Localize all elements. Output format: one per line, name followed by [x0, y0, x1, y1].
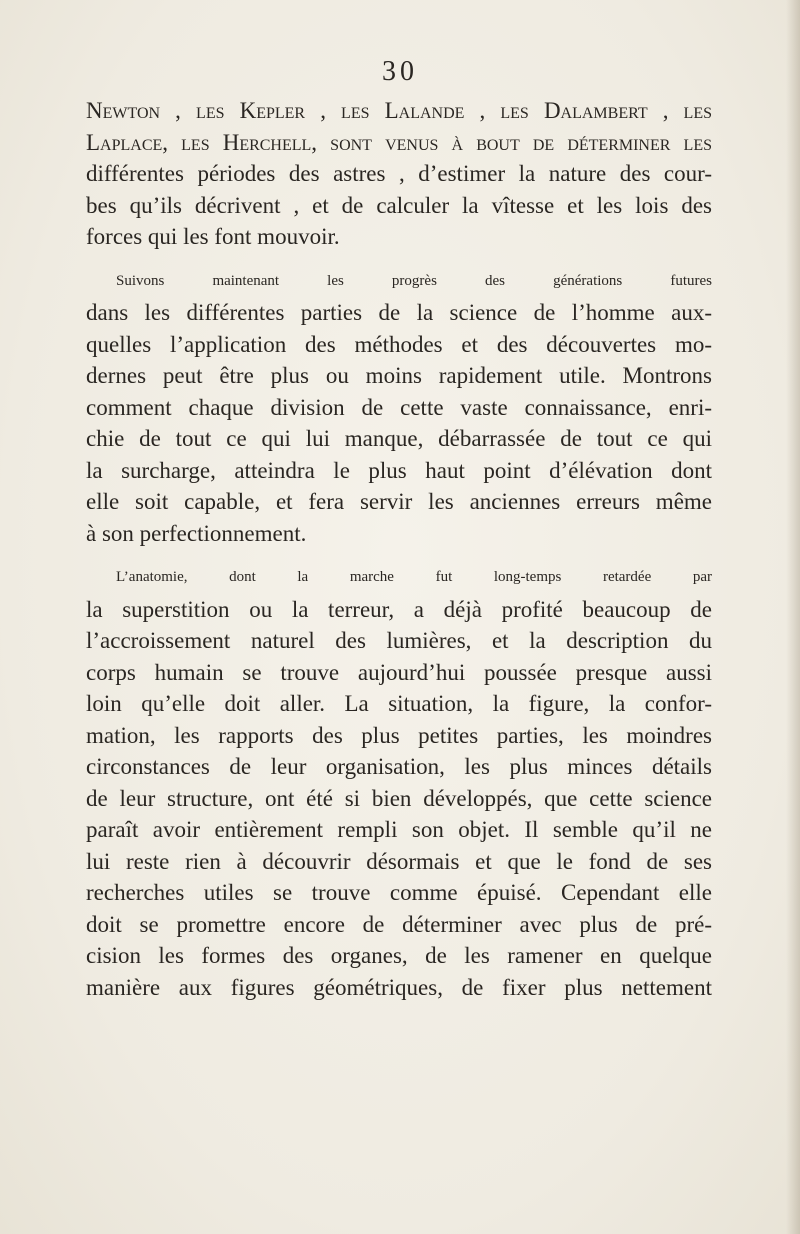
text-line: paraît avoir entièrement rempli son objet. Il semble qu’il ne — [86, 817, 712, 842]
paragraph-3 — [86, 562, 712, 1003]
text-line: manière aux figures géométriques, de fixer plus nettement — [86, 974, 712, 1000]
text-line: quelles l’application des méthodes et des découvertes mo- — [86, 331, 712, 357]
text-line: doit se promettre encore de déterminer avec plus de pré- — [86, 911, 712, 937]
paragraph-1 — [86, 95, 712, 253]
text-line: mation, les rapports des plus petites parties, les moindres — [86, 722, 712, 748]
text-line: Laplace, les Herchell, sont venus à bout de déterminer les — [86, 129, 712, 155]
text-line: chie de tout ce qui lui manque, débarrassée de tout ce qui — [86, 426, 712, 451]
text-line: de leur structure, ont été si bien développés, que cette science — [86, 785, 712, 811]
text-line: recherches utiles se trouve comme épuisé. Cependant elle — [86, 880, 712, 905]
body-text — [86, 95, 712, 1003]
text-line: lui reste rien à découvrir désormais et que le fond de ses — [86, 848, 712, 874]
text-line: comment chaque division de cette vaste connaissance, enri- — [86, 394, 712, 420]
text-line: circonstances de leur organisation, les plus minces détails — [86, 754, 712, 779]
text-line: à son perfectionnement. — [86, 520, 307, 546]
text-line: forces qui les font mouvoir. — [86, 224, 340, 249]
text-line: différentes périodes des astres , d’estimer la nature des cour- — [86, 161, 712, 186]
paragraph-2 — [86, 266, 712, 550]
text-line: dernes peut être plus ou moins rapidement utile. Montrons — [86, 363, 712, 388]
text-line: Suivons maintenant les progrès des générations futures — [116, 272, 712, 289]
text-line: bes qu’ils décrivent , et de calculer la vîtesse et les lois des — [86, 192, 712, 218]
text-line: dans les différentes parties de la science de l’homme aux- — [86, 300, 712, 325]
text-line: l’accroissement naturel des lumières, et la description du — [86, 628, 712, 653]
text-line: loin qu’elle doit aller. La situation, la figure, la confor- — [86, 691, 712, 716]
page-number: 30 — [382, 56, 418, 87]
page-edge-shadow — [786, 0, 800, 1234]
text-line: Newton , les Kepler , les Lalande , les Dalambert , les — [86, 98, 712, 123]
text-line: cision les formes des organes, de les ramener en quelque — [86, 943, 712, 968]
text-line: corps humain se trouve aujourd’hui poussée presque aussi — [86, 659, 712, 685]
text-line: elle soit capable, et fera servir les anciennes erreurs même — [86, 489, 712, 514]
text-line: la surcharge, atteindra le plus haut point d’élévation dont — [86, 457, 712, 483]
text-line: L’anatomie, dont la marche fut long-temps retardée par — [116, 569, 712, 585]
text-line: la superstition ou la terreur, a déjà profité beaucoup de — [86, 596, 712, 622]
